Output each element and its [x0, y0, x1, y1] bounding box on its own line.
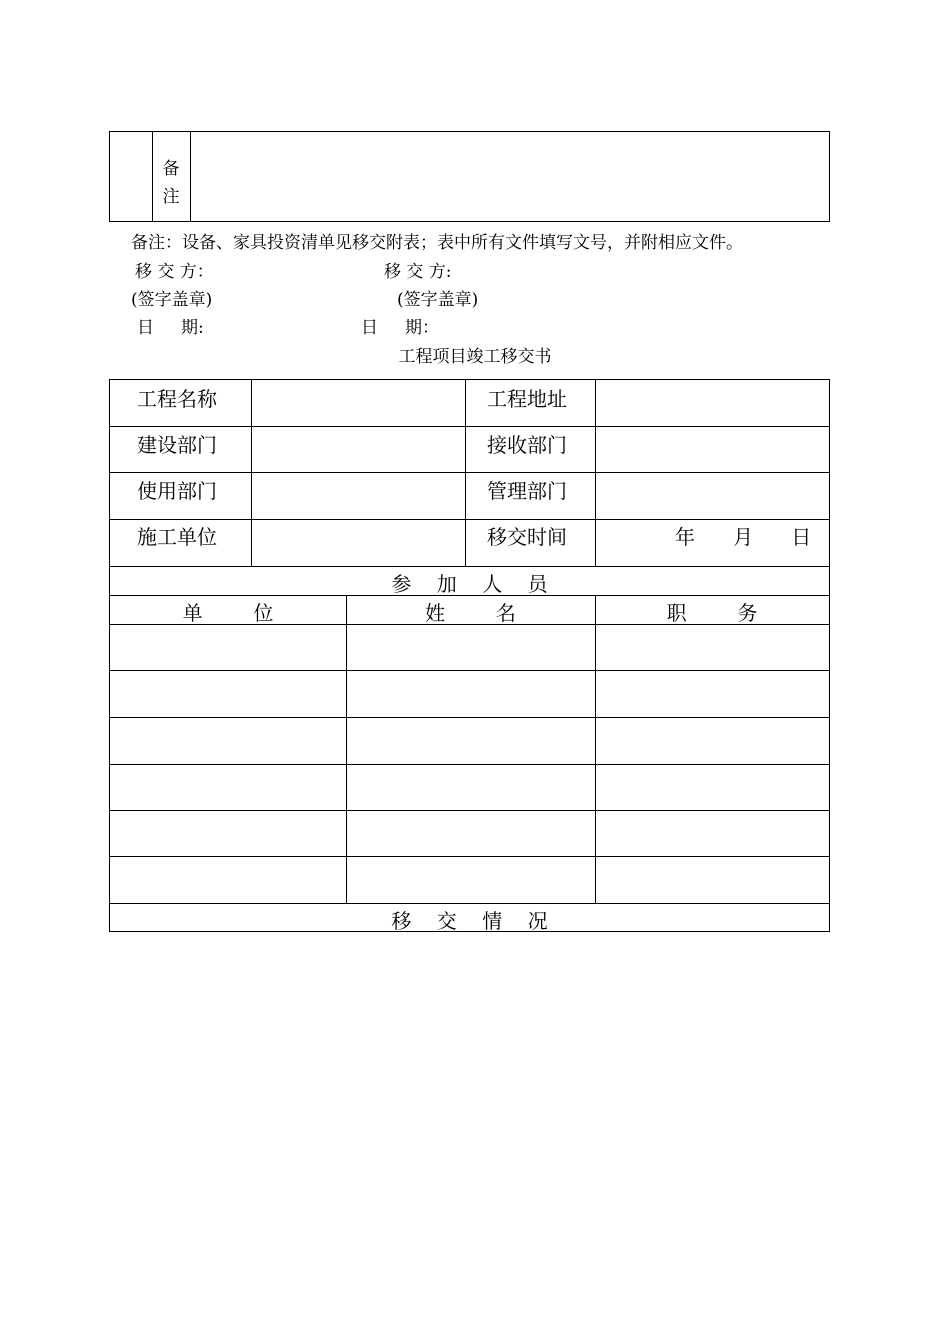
receiver-label: 移 交 方: [384, 262, 452, 282]
label-receiving-dept: 接收部门 [487, 433, 567, 457]
row-divider [110, 764, 829, 765]
column-header-title: 职 务 [666, 601, 758, 625]
label-management-dept: 管理部门 [487, 479, 567, 503]
remark-label-line1: 备 [162, 159, 180, 179]
column-divider [251, 380, 252, 566]
remark-label-line2: 注 [162, 187, 180, 207]
row-divider [110, 670, 829, 671]
column-header-unit: 单 位 [182, 601, 274, 625]
label-project-address: 工程地址 [487, 387, 567, 411]
row-divider [110, 566, 829, 567]
row-divider [110, 903, 829, 904]
participants-header: 参 加 人 员 [391, 572, 548, 596]
column-divider [595, 380, 596, 566]
row-divider [110, 810, 829, 811]
transferor-label: 移 交 方： [135, 262, 214, 282]
transfer-date-format: 年 月 日 [675, 525, 812, 549]
label-using-dept: 使用部门 [137, 479, 217, 503]
row-divider [110, 426, 829, 427]
remark-box-blank-column [110, 132, 153, 221]
column-divider [346, 595, 347, 903]
signature-right: (签字盖章) [397, 290, 479, 310]
row-divider [110, 856, 829, 857]
signature-left: (签字盖章) [131, 290, 213, 310]
row-divider [110, 472, 829, 473]
date-left: 日 期: [137, 318, 204, 338]
label-project-name: 工程名称 [137, 387, 217, 411]
remark-box [109, 131, 830, 222]
row-divider [110, 717, 829, 718]
label-construction-dept: 建设部门 [137, 433, 217, 457]
label-transfer-time: 移交时间 [487, 525, 567, 549]
label-contractor: 施工单位 [137, 525, 217, 549]
document-title: 工程项目竣工移交书 [398, 347, 552, 367]
column-header-name: 姓 名 [425, 601, 516, 625]
remark-note: 备注：设备、家具投资清单见移交附表；表中所有文件填写文号，并附相应文件。 [131, 233, 743, 253]
transfer-status-header: 移 交 情 况 [391, 909, 548, 933]
handover-table [109, 379, 830, 932]
row-divider [110, 519, 829, 520]
remark-label-column [152, 132, 191, 221]
column-divider [465, 380, 466, 566]
date-right: 日 期： [361, 318, 440, 338]
column-divider [595, 595, 596, 903]
